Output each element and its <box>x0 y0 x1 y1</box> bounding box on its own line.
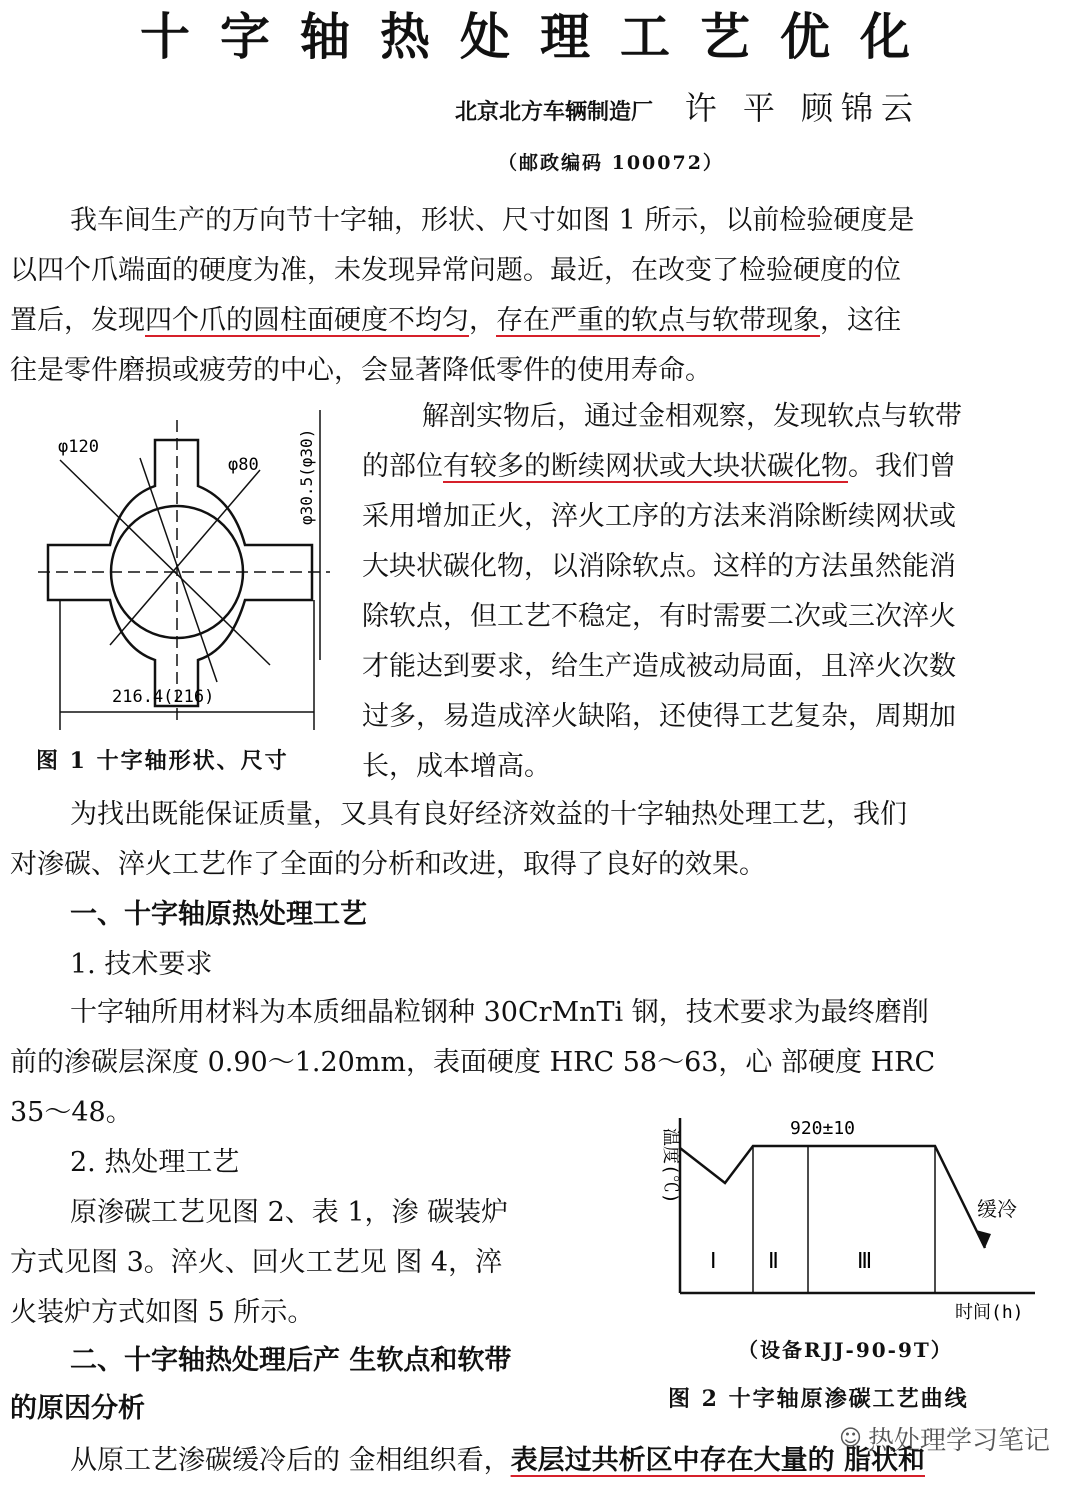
author-names: 许 平 顾锦云 <box>684 89 922 127</box>
intro-paragraph <box>10 196 1070 396</box>
intro-line: 以四个爪端面的硬度为准，未发现异常问题。最近，在改变了检验硬度的位 <box>10 255 901 286</box>
tech-line: 前的渗碳层深度 0.90～1.20mm，表面硬度 HRC 58～63，心 部硬度 HRC <box>10 1047 936 1078</box>
figure2-caption: 图 2 十字轴原渗碳工艺曲线 <box>668 1386 969 1412</box>
subsection-tech-req: 1. 技术要求 <box>70 949 213 980</box>
figure2-equipment: （设备RJJ-90-9T） <box>738 1338 953 1362</box>
intro-line: 往是零件磨损或疲劳的中心，会显著降低零件的使用寿命。 <box>10 355 712 386</box>
label-d30: φ30.5(φ30) <box>297 428 316 525</box>
x-axis-label: 时间(h) <box>955 1302 1024 1323</box>
analysis-line: 大块状碳化物，以消除软点。这样的方法虽然能消 <box>362 551 956 582</box>
section2-heading-cont: 的原因分析 <box>10 1393 145 1424</box>
label-d120: φ120 <box>58 437 99 457</box>
highlight-carbides: 有较多的断续网状或大块状碳化物 <box>443 451 848 482</box>
process-line: 原渗碳工艺见图 2、表 1，渗 碳装炉 <box>70 1197 509 1228</box>
purpose-line: 为找出既能保证质量，又具有良好经济效益的十字轴热处理工艺，我们 <box>70 799 907 830</box>
stage-3-label: Ⅲ <box>857 1249 873 1274</box>
y-axis-label: 温度(℃) <box>660 1128 681 1204</box>
figure1-caption: 图 1 十字轴形状、尺寸 <box>36 748 289 774</box>
tech-line: 35～48。 <box>10 1097 133 1128</box>
analysis-line: 过多，易造成淬火缺陷，还使得工艺复杂，周期加 <box>362 701 956 732</box>
analysis-line: 长，成本增高。 <box>362 751 551 782</box>
intro-line: 置后，发现四个爪的圆柱面硬度不均匀，存在严重的软点与软带现象，这往 <box>10 305 901 336</box>
stage-1-label: Ⅰ <box>710 1249 717 1274</box>
wechat-icon: ☺ <box>839 1426 862 1451</box>
process-paragraph <box>10 1188 610 1338</box>
article-title: 十字轴热处理工艺优化 <box>140 8 940 66</box>
analysis-paragraph <box>362 392 1062 792</box>
postal-code: （邮政编码 100072） <box>498 152 724 174</box>
temp-label: 920±10 <box>790 1118 856 1139</box>
purpose-line: 对渗碳、淬火工艺作了全面的分析和改进，取得了良好的效果。 <box>10 849 766 880</box>
highlight-soft-spots: 存在严重的软点与软带现象 <box>496 305 820 336</box>
highlight-last: 表层过共析区中存在大量的 脂状和 <box>510 1445 925 1476</box>
section2-heading: 二、十字轴热处理后产 生软点和软带 <box>70 1345 512 1376</box>
cooling-label: 缓冷 <box>977 1197 1017 1221</box>
process-line: 火装炉方式如图 5 所示。 <box>10 1297 315 1328</box>
analysis-line: 解剖实物后，通过金相观察，发现软点与软带 <box>422 401 962 432</box>
process-line: 方式见图 3。淬火、回火工艺见 图 4，淬 <box>10 1247 503 1278</box>
figure1-drawing <box>20 400 340 745</box>
last-paragraph <box>10 1436 1070 1486</box>
last-line: 从原工艺渗碳缓冷后的 金相组织看，表层过共析区中存在大量的 脂状和 <box>70 1445 925 1476</box>
analysis-line: 才能达到要求，给生产造成被动局面，且淬火次数 <box>362 651 956 682</box>
intro-line: 我车间生产的万向节十字轴，形状、尺寸如图 1 所示，以前检验硬度是 <box>70 205 915 236</box>
watermark-text: 热处理学习笔记 <box>867 1426 1050 1456</box>
purpose-paragraph <box>10 790 1070 890</box>
label-width: 216.4(216) <box>112 687 215 707</box>
stage-2-label: Ⅱ <box>768 1249 779 1274</box>
tech-line: 十字轴所用材料为本质细晶粒钢种 30CrMnTi 钢，技术要求为最终磨削 <box>70 997 929 1028</box>
figure2-curve <box>625 1108 1045 1323</box>
label-d80: φ80 <box>228 455 259 475</box>
affiliation: 北京北方车辆制造厂 <box>455 99 654 125</box>
subsection-heat-process: 2. 热处理工艺 <box>70 1147 240 1178</box>
analysis-line: 除软点，但工艺不稳定，有时需要二次或三次淬火 <box>362 601 956 632</box>
highlight-uneven-hardness: 四个爪的圆柱面硬度不均匀 <box>145 305 469 336</box>
author-line <box>455 88 921 132</box>
analysis-line: 的部位有较多的断续网状或大块状碳化物。我们曾 <box>362 451 956 482</box>
section1-heading: 一、十字轴原热处理工艺 <box>70 899 367 930</box>
analysis-line: 采用增加正火，淬火工序的方法来消除断续网状或 <box>362 501 956 532</box>
